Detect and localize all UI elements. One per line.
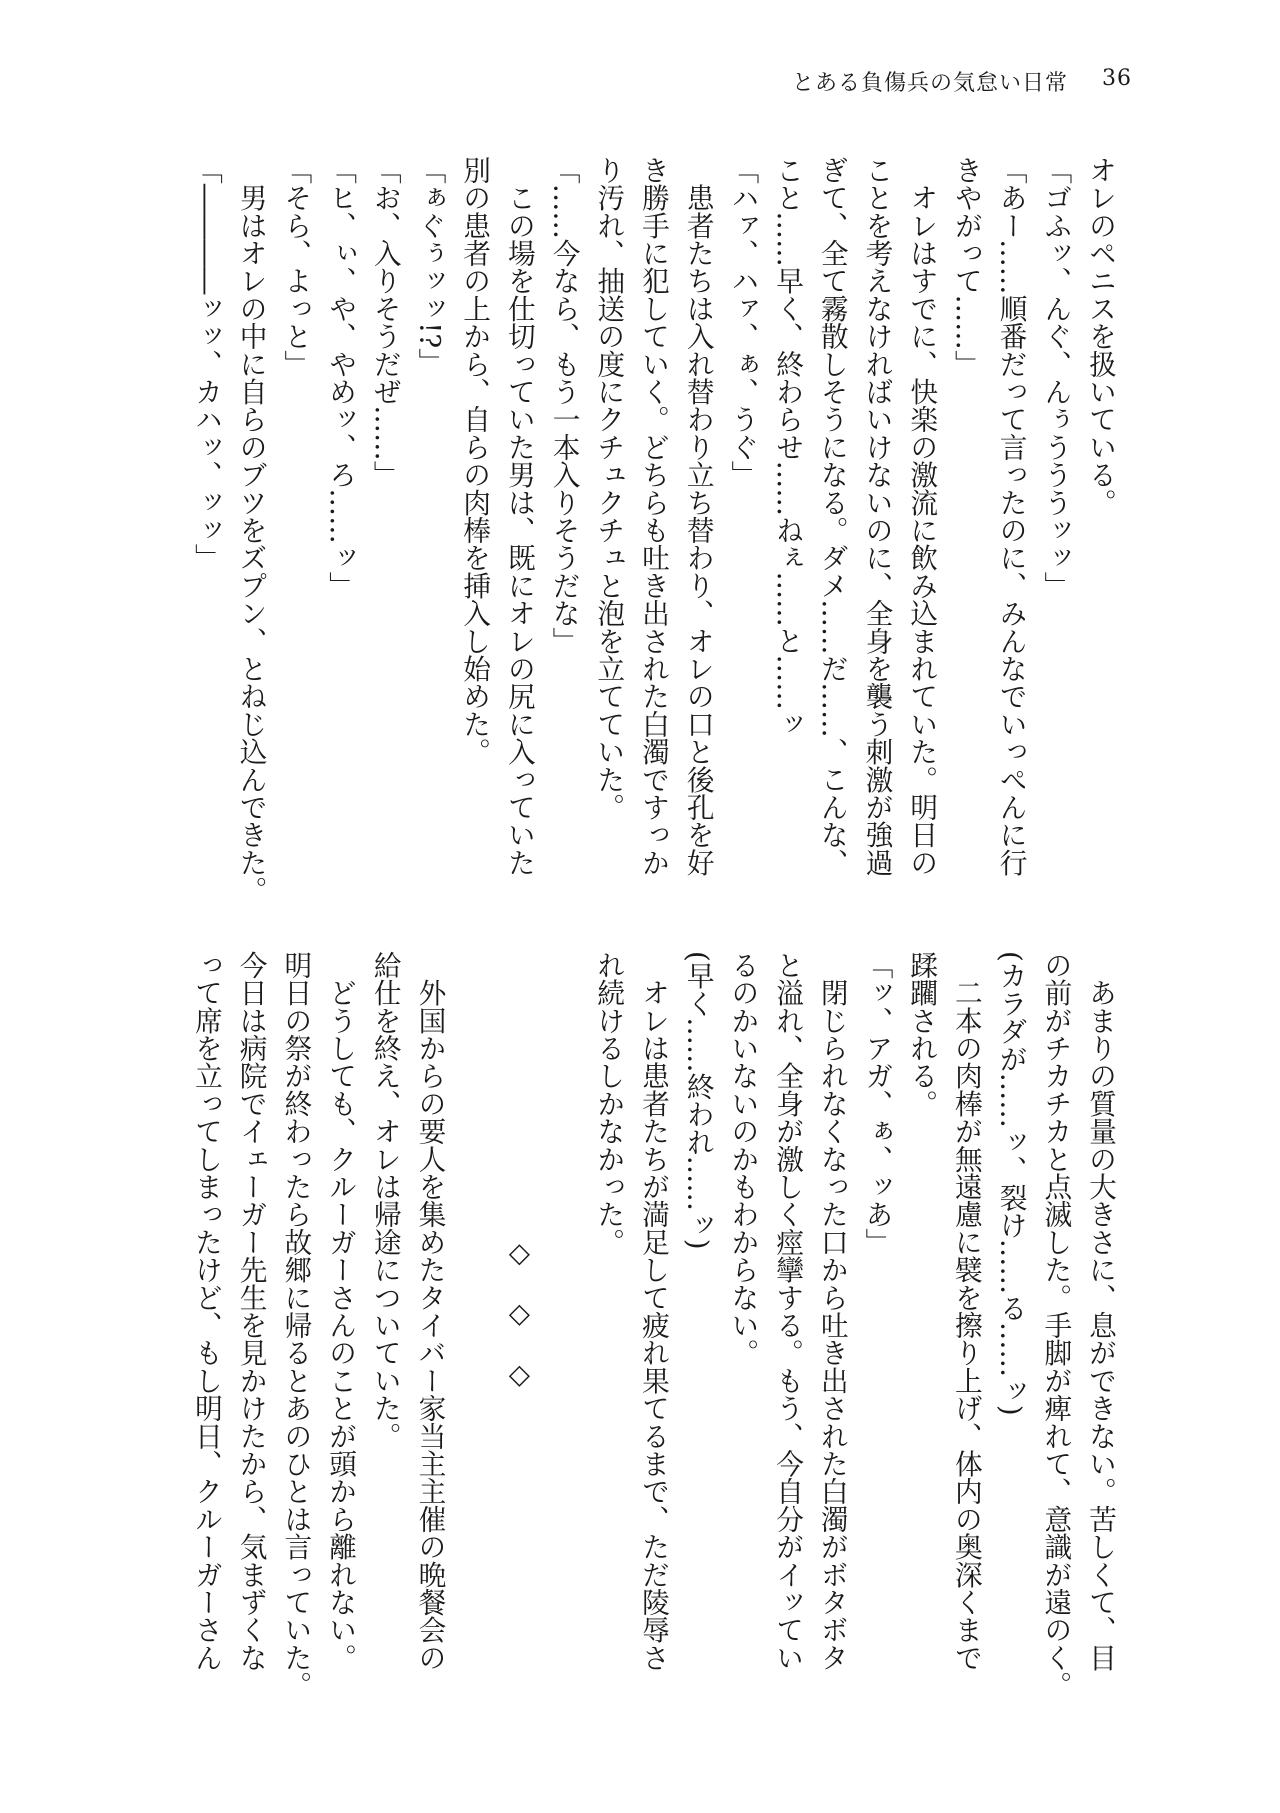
text-block-bottom xyxy=(182,951,1122,1699)
text-line: るのかいないのかもわからない。 xyxy=(726,951,760,1367)
text-line: れ続けるしかなかった。 xyxy=(592,951,626,1256)
text-line: 「そら、よっと」 xyxy=(279,156,313,378)
page-number: 36 xyxy=(1102,66,1132,91)
text-line: ことを考えなければいけないのに、全身を襲う刺激が強過 xyxy=(860,156,894,877)
section-break: ◇ ◇ ◇ xyxy=(502,1235,536,1391)
text-line: (早く……終われ……ッ) xyxy=(681,951,715,1250)
text-line: 「……今なら、もう一本入りそうだな」 xyxy=(547,156,581,655)
text-line: り汚れ、抽送の度にクチュクチュと泡を立てていた。 xyxy=(592,156,626,821)
text-line: と溢れ、全身が激しく痙攣する。もう、今自分がイッてい xyxy=(771,951,805,1672)
text-line: (カラダが……ッ、裂け……る……ッ) xyxy=(994,951,1028,1416)
text-line: の前がチカチカと点滅した。手脚が痺れて、意識が遠のく。 xyxy=(1039,951,1073,1699)
text-line xyxy=(451,951,496,1675)
text-line: 患者たちは入れ替わり立ち替わり、オレの口と後孔を好 xyxy=(681,156,715,877)
text-line: ぎて、全て霧散しそうになる。ダメ……だ……、こんな、 xyxy=(815,156,849,877)
text-line: この場を仕切っていた男は、既にオレの尻に入っていた xyxy=(502,156,536,877)
text-line: あまりの質量の大きさに、息ができない。苦しくて、目 xyxy=(1084,951,1117,1672)
book-title: とある負傷兵の気怠い日常 xyxy=(791,71,1068,96)
text-line: 蹂躙される。 xyxy=(905,951,939,1118)
text-line: 男はオレの中に自らのブツをズプン、とねじ込んできた。 xyxy=(234,156,268,904)
text-line: 今日は病院でイェーガー先生を見かけたから、気まずくな xyxy=(234,951,268,1672)
text-line: オレのペニスを扱いている。 xyxy=(1084,156,1117,517)
text-line: って席を立ってしまったけど、もし明日、クルーガーさん xyxy=(189,951,223,1672)
running-header xyxy=(792,66,1132,97)
text-line: 閉じられなくなった口から吐き出された白濁がボタボタ xyxy=(815,951,849,1672)
text-line: 「――――ッッ、カハッ、ッッ」 xyxy=(189,156,223,572)
text-line: 「ハァ、ハァ、ぁ、うぐ」 xyxy=(726,156,760,489)
text-line: どうしても、クルーガーさんのことが頭から離れない。 xyxy=(324,951,358,1672)
text-line: オレは患者たちが満足して疲れ果てるまで、ただ陵辱さ xyxy=(636,951,670,1672)
text-line: 外国からの要人を集めたタイバー家当主主催の晩餐会の xyxy=(413,951,447,1672)
text-line: 明日の祭が終わったら故郷に帰るとあのひとは言っていた。 xyxy=(279,951,313,1699)
text-line xyxy=(541,951,586,1675)
text-line: 別の患者の上から、自らの肉棒を挿入し始めた。 xyxy=(458,156,492,766)
text-line: きやがって……」 xyxy=(949,156,983,378)
text-line: こと……早く、終わらせ……ねぇ……と……ッ xyxy=(771,156,805,738)
text-line: オレはすでに、快楽の激流に飲み込まれていた。明日の xyxy=(905,156,939,877)
text-block-top xyxy=(182,156,1122,904)
text-line: き勝手に犯していく。どちらも吐き出された白濁ですっか xyxy=(636,156,670,877)
text-line: 「ゴふッ、んぐ、んぅうううッッ」 xyxy=(1039,156,1073,600)
text-line: 「あー……順番だって言ったのに、みんなでいっぺんに行 xyxy=(994,156,1028,877)
text-line: 「ヒ、ぃ、や、やめッ、ろ……ッ」 xyxy=(324,156,358,600)
text-line: 二本の肉棒が無遠慮に襞を擦り上げ、体内の奥深くまで xyxy=(949,951,983,1672)
text-line: 「ッ、アガ、ぁ、ッあ」 xyxy=(860,951,894,1256)
text-line: 給仕を終え、オレは帰途についていた。 xyxy=(368,951,402,1450)
text-line: 「ぁぐぅッッ!?」 xyxy=(413,156,447,376)
text-line: 「お、入りそうだぜ……」 xyxy=(368,156,402,489)
